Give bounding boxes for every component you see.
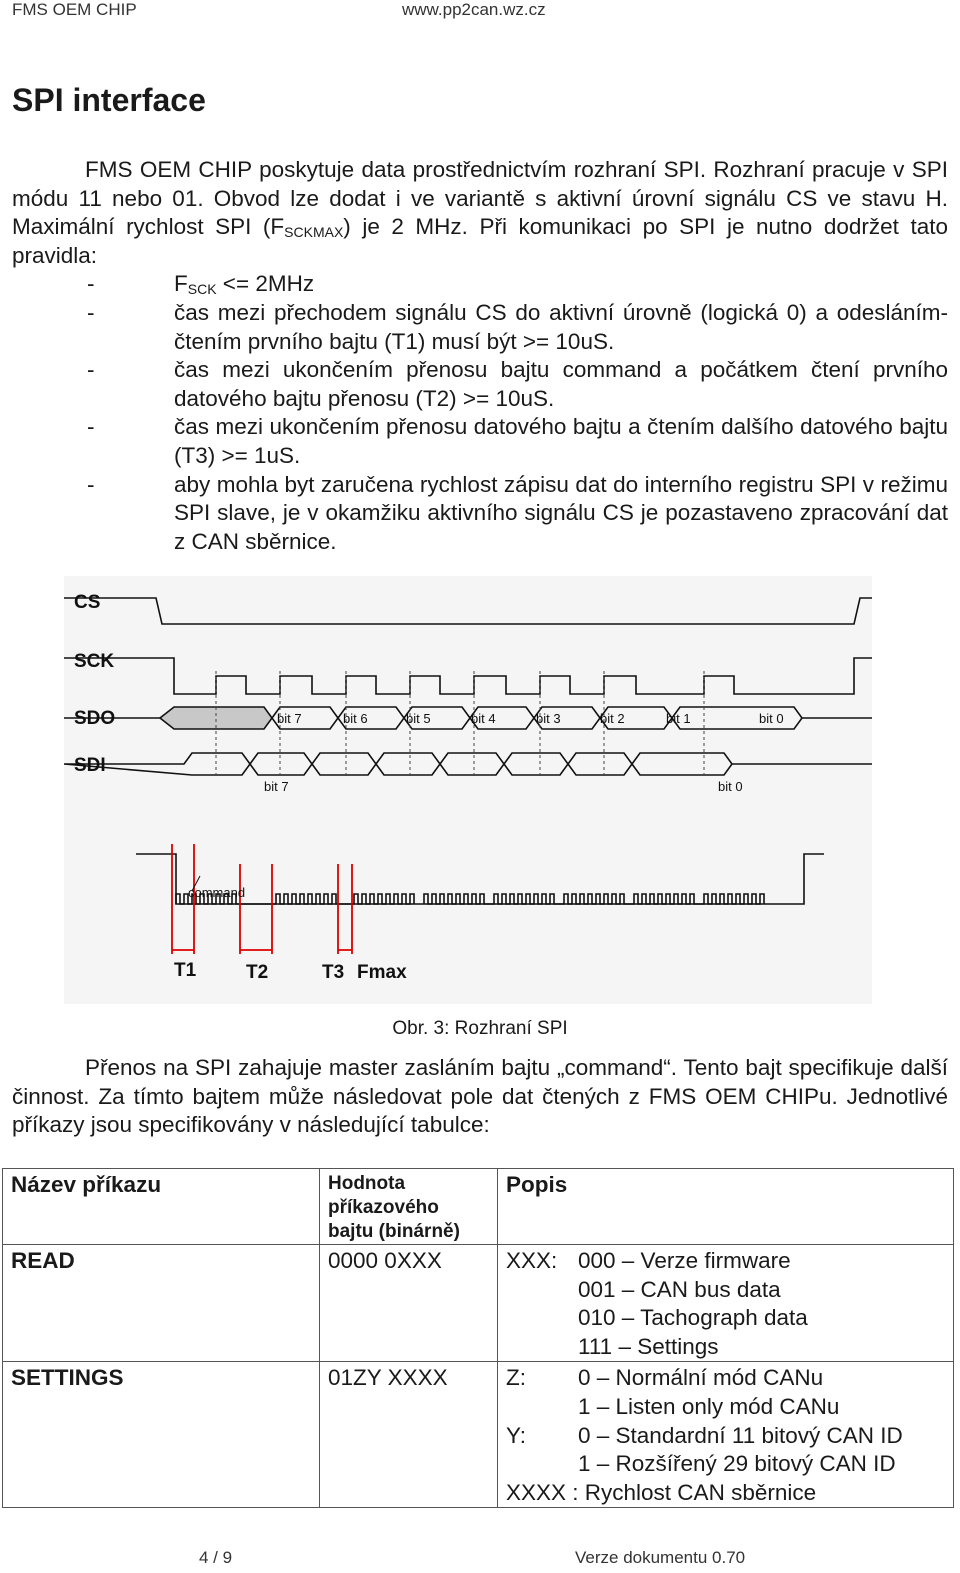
sdo-bit-2: bit 2: [600, 711, 625, 726]
command-description-settings: Z: 0 – Normální mód CANu 1 – Listen only mód CANu Y: 0 – Standardní 11 bitový CAN ID 1 – Rozšířený 29 bitový CAN ID XXXX : Rychlost CAN sběrnice: [498, 1362, 954, 1508]
timing-label-fmax: Fmax: [357, 962, 407, 983]
rule-item-t1: - čas mezi přechodem signálu CS do aktivní úrovně (logická 0) a odesláním-čtením prvního bajtu (T1) musí být >= 10uS.: [87, 299, 948, 354]
sdi-bit-0: bit 0: [718, 779, 743, 794]
rule-item-t2: - čas mezi ukončením přenosu bajtu command a počátkem čtení prvního datového bajtu přenosu (T2) >= 10uS.: [87, 357, 948, 411]
document-version: Verze dokumentu 0.70: [575, 1548, 746, 1567]
table-header-row: [3, 1169, 954, 1245]
figure-caption: Obr. 3: Rozhraní SPI: [392, 1018, 568, 1039]
timing-label-t3: T3: [322, 962, 345, 983]
spi-timing-diagram: [64, 576, 872, 1004]
command-label: command: [188, 885, 246, 900]
timing-label-t1: T1: [174, 960, 197, 981]
table-row: [3, 1362, 954, 1508]
header-command-value: Hodnota příkazového bajtu (binárně): [320, 1169, 498, 1245]
header-description: Popis: [498, 1169, 954, 1245]
commands-paragraph: Přenos na SPI zahajuje master zasláním bajtu „command“. Tento bajt specifikuje další činnost. Za tímto bajtem může následovat pole dat čtených z FMS OEM CHIPu. Jednotlivé příkazy jsou specifikovány v následující tabulce:: [12, 1055, 948, 1138]
header-command-name: Název příkazu: [3, 1169, 320, 1245]
command-description-read: XXX: 000 – Verze firmware 001 – CAN bus data 010 – Tachograph data 111 – Settings: [498, 1245, 954, 1362]
sdo-bit-4: bit 4: [471, 711, 496, 726]
page-number: 4 / 9: [199, 1548, 233, 1567]
command-value-read: 0000 0XXX: [320, 1245, 498, 1362]
intro-paragraph: FMS OEM CHIP poskytuje data prostřednictvím rozhraní SPI. Rozhraní pracuje v SPI módu 11 nebo 01. Obvod lze dodat i ve variantě s aktivní úrovní signálu CS ve stavu H. Maximální rychlost SPI $(F_{SCKMAX})$ je 2 MHz. Při komunikaci po SPI je nutno dodržet tato pravidla:: [12, 157, 948, 268]
sdo-bit-1: bit 1: [666, 711, 691, 726]
signal-label-sdi: SDI: [74, 755, 106, 776]
rule-item-t3: - čas mezi ukončením přenosu datového bajtu a čtením dalšího datového bajtu (T3) >= 1uS.: [87, 414, 948, 468]
table-row: [3, 1245, 954, 1362]
rule-item-fsck: - $F_{SCK} <= 2MHz$: [87, 271, 315, 298]
commands-table: [2, 1168, 954, 1508]
rule-item-slave: - aby mohla byt zaručena rychlost zápisu dat do interního registru SPI v režimu SPI slave, je v okamžiku aktivního signálu CS je pozastaveno zpracování dat z CAN sběrnice.: [87, 471, 948, 554]
signal-label-sck: SCK: [74, 651, 115, 672]
sdi-bit-7: bit 7: [264, 779, 289, 794]
header-url: www.pp2can.wz.cz: [402, 0, 546, 19]
command-name-read: READ: [3, 1245, 320, 1362]
sdo-bit-0: bit 0: [759, 711, 784, 726]
sdo-bit-3: bit 3: [536, 711, 561, 726]
sdo-bit-5: bit 5: [406, 711, 431, 726]
timing-label-t2: T2: [246, 962, 269, 983]
command-name-settings: SETTINGS: [3, 1362, 320, 1508]
command-value-settings: 01ZY XXXX: [320, 1362, 498, 1508]
sdo-bit-7: bit 7: [277, 711, 302, 726]
header-title: FMS OEM CHIP: [12, 0, 137, 19]
sdo-bit-6: bit 6: [343, 711, 368, 726]
intro-section: [12, 156, 948, 556]
section-title: SPI interface: [12, 82, 206, 118]
signal-label-cs: CS: [74, 592, 101, 613]
signal-label-sdo: SDO: [74, 708, 116, 729]
